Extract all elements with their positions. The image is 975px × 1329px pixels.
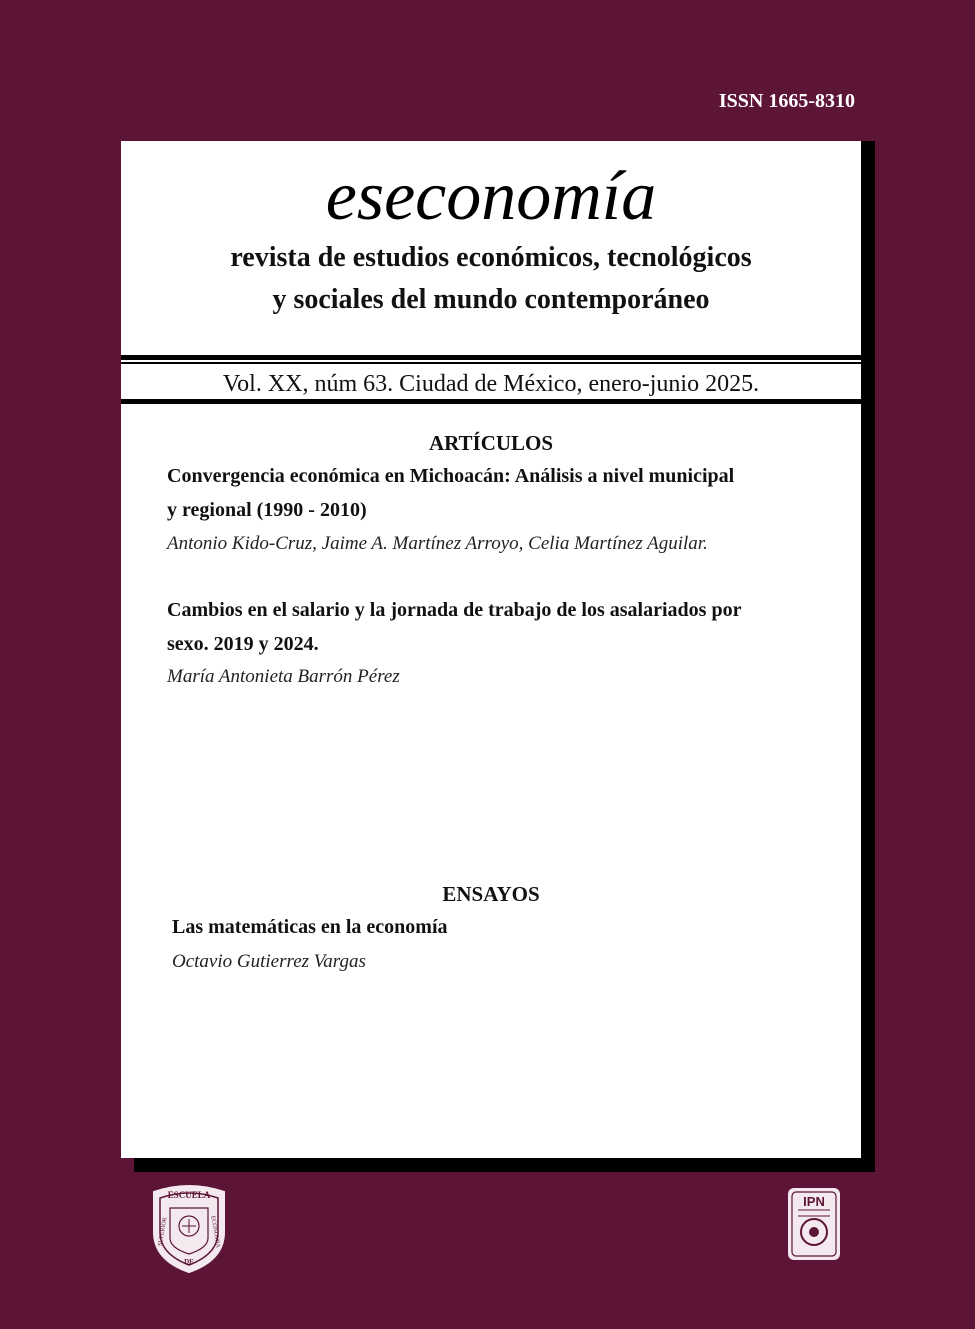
- ipn-logo-text: IPN: [803, 1194, 825, 1209]
- article-2-title: [167, 593, 817, 661]
- subtitle-line-2: y sociales del mundo contemporáneo: [272, 284, 710, 315]
- escuela-superior-economia-logo: [148, 1182, 230, 1274]
- article-1-title-line-1: Convergencia económica en Michoacán: Análisis a nivel municipal: [167, 465, 735, 487]
- journal-subtitle: [121, 237, 861, 321]
- article-2-authors: María Antonieta Barrón Pérez: [167, 666, 400, 687]
- journal-title: eseconomía: [325, 158, 657, 235]
- issn-label: ISSN 1665-8310: [718, 90, 855, 112]
- article-1-title-line-2: y regional (1990 - 2010): [167, 499, 367, 521]
- volume-line: Vol. XX, núm 63. Ciudad de México, enero-junio 2025.: [222, 371, 760, 397]
- logo-text-bottom: DE: [184, 1258, 194, 1266]
- article-2-title-line-1: Cambios en el salario y la jornada de trabajo de los asalariados por: [167, 599, 742, 621]
- bottom-rule: [121, 399, 861, 404]
- top-rule: [121, 355, 861, 360]
- essay-1-authors: Octavio Gutierrez Vargas: [172, 951, 366, 972]
- article-2-title-line-2: sexo. 2019 y 2024.: [167, 633, 319, 655]
- essay-1-title: Las matemáticas en la economía: [172, 916, 448, 938]
- ensayos-heading: ENSAYOS: [442, 882, 540, 906]
- top-rule-thin: [121, 362, 861, 364]
- cover-panel: [121, 141, 861, 1158]
- ipn-logo: [784, 1180, 844, 1266]
- article-1-authors: Antonio Kido-Cruz, Jaime A. Martínez Arroyo, Celia Martínez Aguilar.: [167, 533, 708, 554]
- logo-text-right: ECONOMIA: [209, 1215, 221, 1249]
- subtitle-line-1: revista de estudios económicos, tecnológicos: [230, 242, 752, 273]
- logo-text-top: ESCUELA: [167, 1190, 211, 1200]
- articulos-heading: ARTÍCULOS: [428, 431, 554, 455]
- logo-text-left: SUPERIOR: [157, 1217, 169, 1247]
- article-1-title: [167, 459, 817, 527]
